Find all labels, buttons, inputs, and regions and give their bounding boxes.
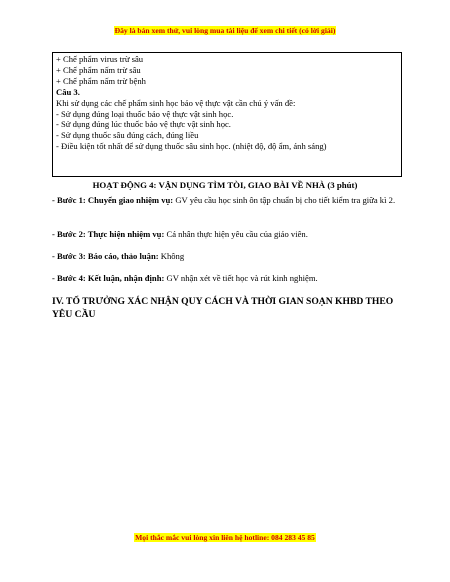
box-line: + Chế phẩm virus trừ sâu	[56, 54, 144, 64]
box-item: - Điều kiện tốt nhất để sử dụng thuốc sâu sinh học. (nhiệt độ, độ ẩm, ánh sáng)	[56, 141, 327, 152]
step-text: Cá nhân thực hiện yêu cầu của giáo viên.	[164, 229, 308, 239]
answer-box	[52, 52, 402, 177]
hotline-banner	[0, 533, 450, 542]
question-intro: Khi sử dụng các chế phẩm sinh học bảo vệ thực vật cần chú ý vấn đề:	[56, 97, 296, 108]
section-title: IV. TỔ TRƯỞNG XÁC NHẬN QUY CÁCH VÀ THỜI GIAN SOẠN KHBD THEO YÊU CẦU	[52, 296, 394, 320]
step-label: - Bước 3: Báo cáo, thảo luận:	[52, 251, 159, 261]
box-item: - Sử dụng đúng loại thuốc bảo vệ thực vật sinh học.	[56, 108, 234, 119]
step-text: Không	[158, 251, 185, 261]
preview-notice-banner	[0, 26, 450, 35]
box-line: + Chế phẩm nấm trừ sâu	[56, 64, 141, 75]
preview-notice-text: Đây là bản xem thử, vui lòng mua tài liệu để xem chi tiết (có lời giải)	[114, 26, 336, 35]
step-text: GV nhận xét về tiết học và rút kinh nghiệm.	[164, 273, 318, 283]
step-label: - Bước 4: Kết luận, nhận định:	[52, 273, 165, 283]
step-paragraph	[52, 228, 404, 241]
hotline-text: Mọi thắc mắc vui lòng xin liên hệ hotline: 084 283 45 85	[135, 533, 315, 542]
box-item: - Sử dụng thuốc sâu đúng cách, đúng liều	[56, 130, 199, 141]
step-paragraph	[52, 272, 404, 285]
activity-heading: HOẠT ĐỘNG 4: VẬN DỤNG TÌM TÒI, GIAO BÀI VỀ NHÀ (3 phút)	[92, 180, 358, 190]
box-line: + Chế phẩm nấm trừ bệnh	[56, 75, 146, 86]
step-label: - Bước 2: Thực hiện nhiệm vụ:	[52, 229, 165, 239]
step-text: GV yêu cầu học sinh ôn tập chuẩn bị cho tiết kiểm tra giữa kì 2.	[173, 195, 396, 205]
question-label: Câu 3.	[56, 86, 80, 97]
step-paragraph	[52, 194, 404, 207]
step-label: - Bước 1: Chuyển giao nhiệm vụ:	[52, 195, 174, 205]
step-paragraph	[52, 250, 404, 263]
box-item: - Sử dụng đúng lúc thuốc bảo vệ thực vật sinh học.	[56, 119, 231, 130]
